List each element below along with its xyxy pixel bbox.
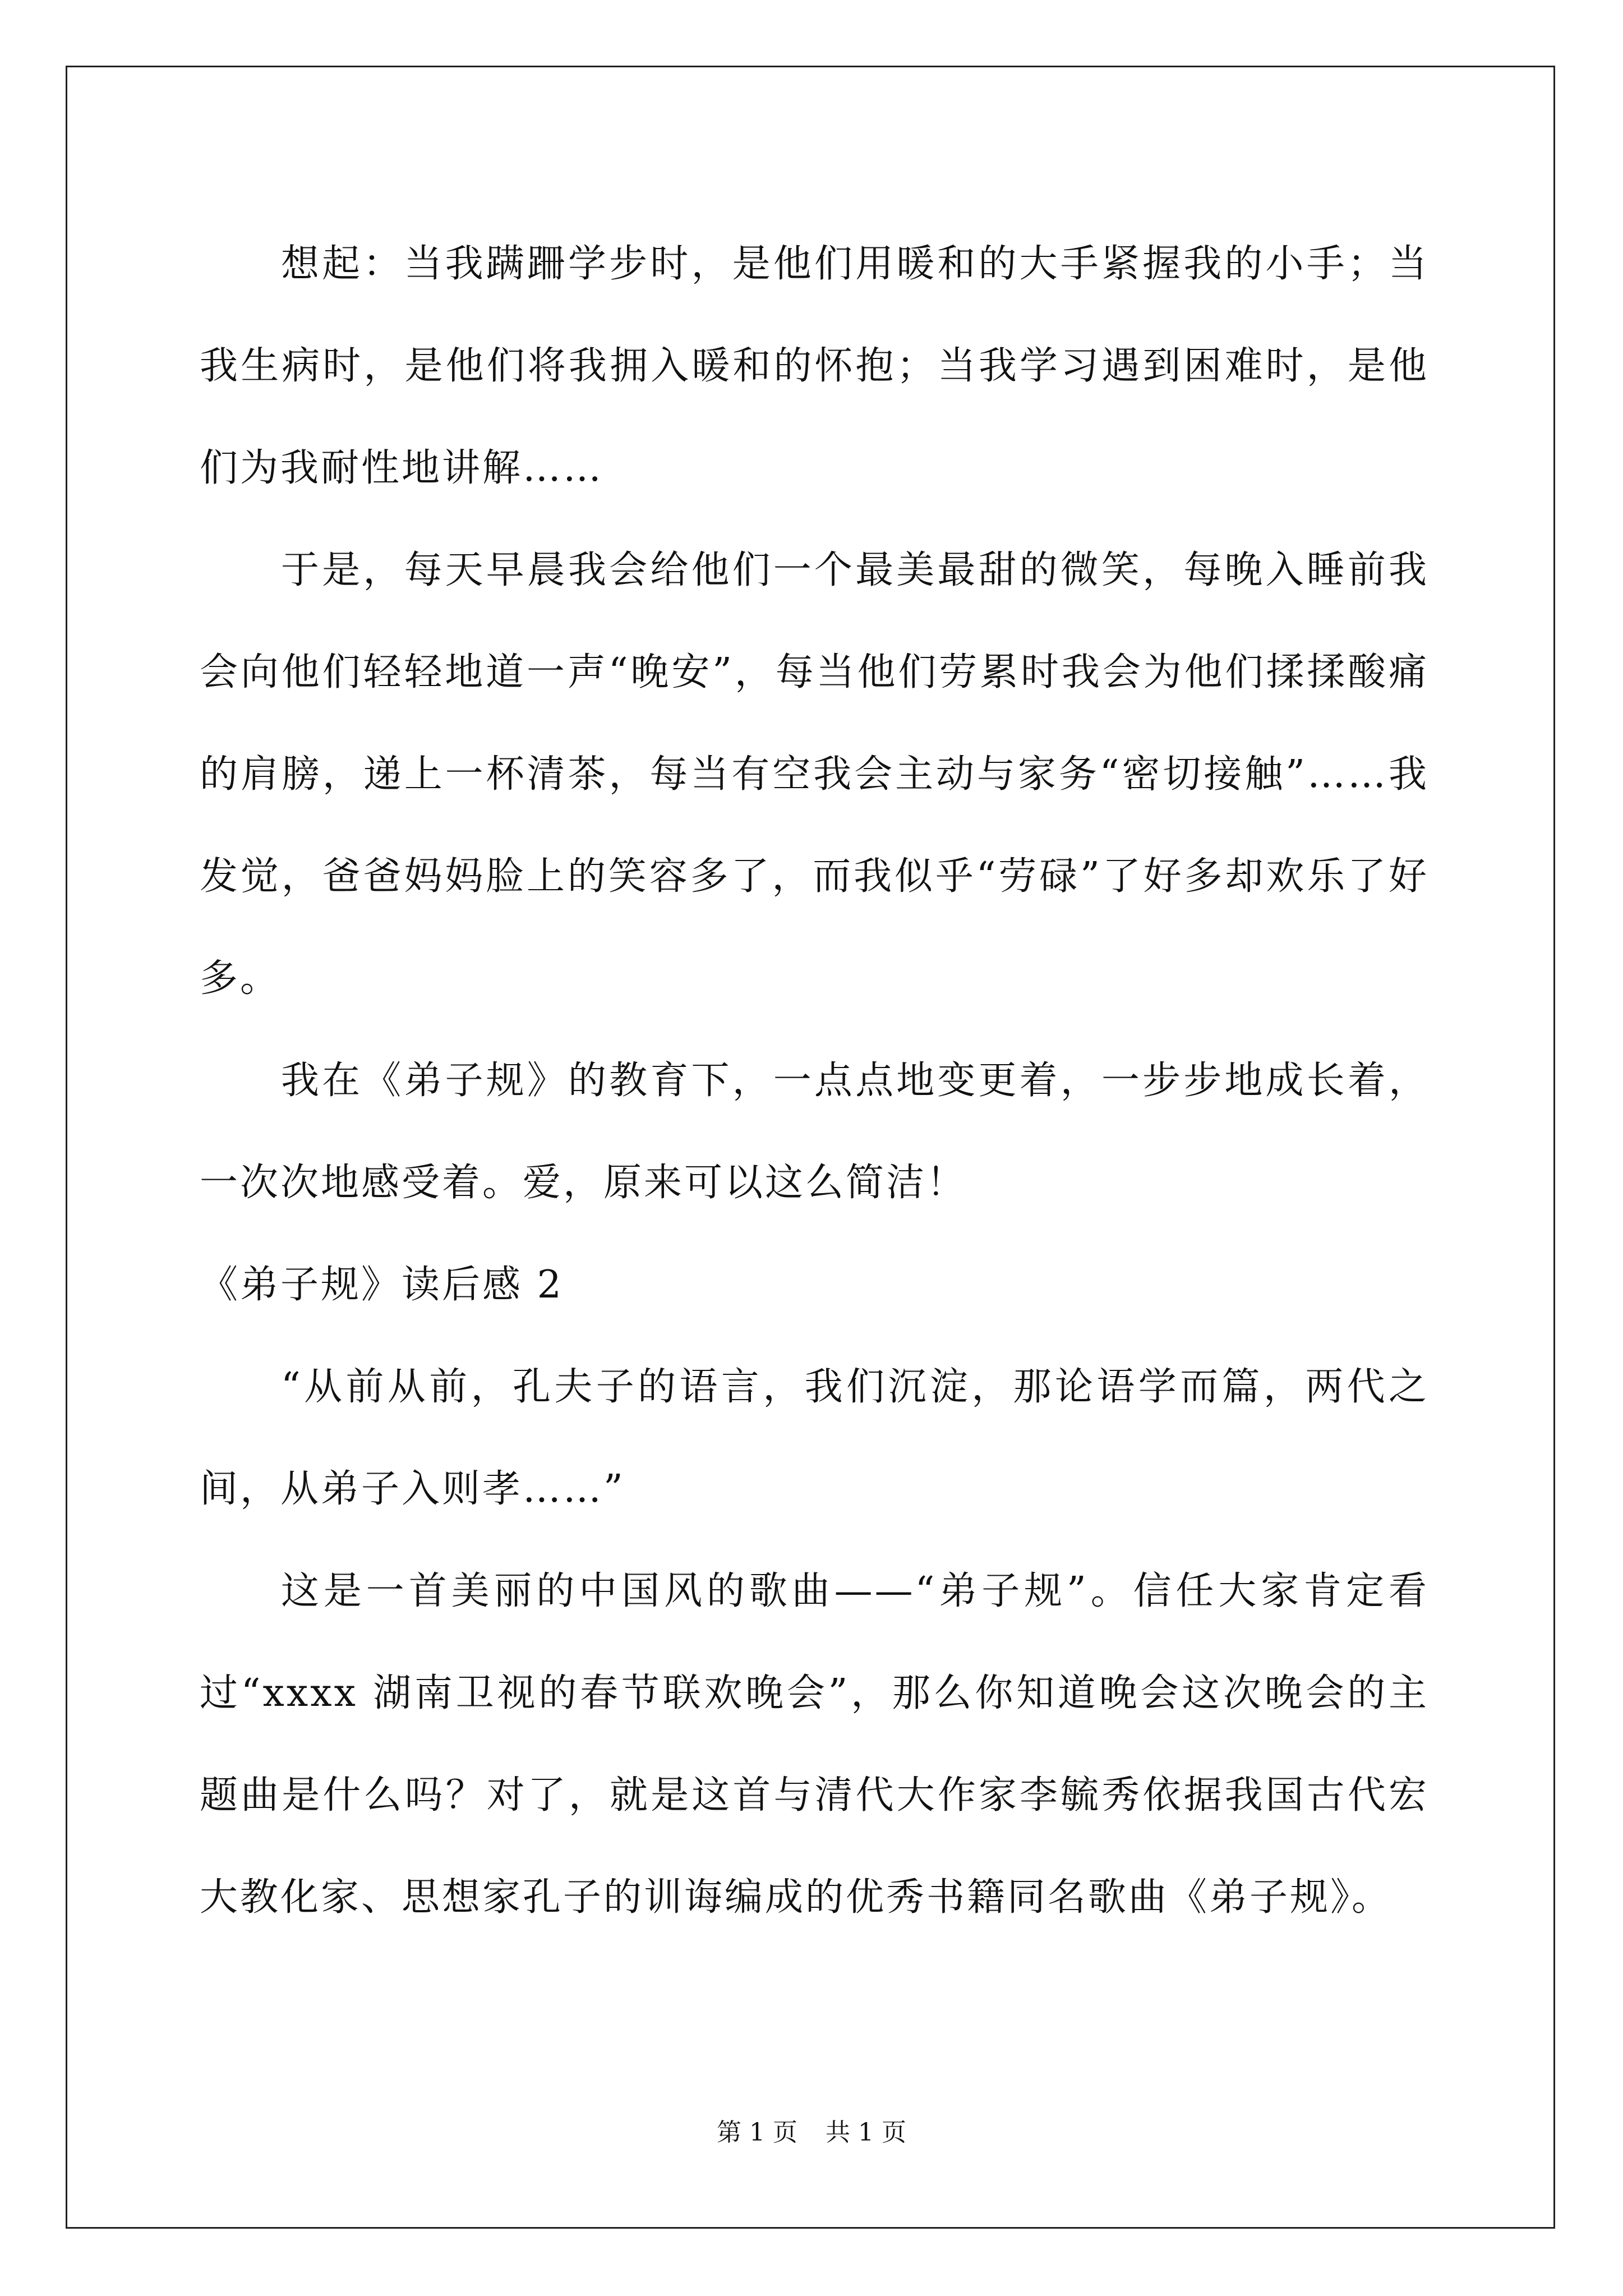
section-heading: 《弟子规》读后感 2 <box>200 1263 564 1307</box>
page-footer <box>0 2112 1623 2148</box>
paragraph-3: 我在《弟子规》的教育下，一点点地变更着，一步步地成长着，一次次地感受着。爱，原来可以这么简洁！ <box>200 1059 1429 1205</box>
page-total: 共 1 页 <box>826 2118 906 2147</box>
paragraph-2: 于是，每天早晨我会给他们一个最美最甜的微笑，每晚入睡前我会向他们轻轻地道一声“晚安”，每当他们劳累时我会为他们揉揉酸痛的肩膀，递上一杯清茶，每当有空我会主动与家务“密切接触”……我发觉，爸爸妈妈脸上的笑容多了，而我似乎“劳碌”了好多却欢乐了好多。 <box>200 548 1429 1001</box>
document-body <box>200 213 1429 1949</box>
paragraph-5: 这是一首美丽的中国风的歌曲——“弟子规”。信任大家肯定看过“xxxx 湖南卫视的春节联欢晚会”，那么你知道晚会这次晚会的主题曲是什么吗？对了，就是这首与清代大作家李毓秀依据我国古代宏大教化家、思想家孔子的训诲编成的优秀书籍同名歌曲《弟子规》。 <box>200 1569 1429 1920</box>
page-number: 第 1 页 <box>717 2118 797 2147</box>
paragraph-4: “从前从前，孔夫子的语言，我们沉淀，那论语学而篇，两代之间，从弟子入则孝……” <box>200 1365 1429 1511</box>
paragraph-1: 想起：当我蹒跚学步时，是他们用暖和的大手紧握我的小手；当我生病时，是他们将我拥入暖和的怀抱；当我学习遇到困难时，是他们为我耐性地讲解…… <box>200 242 1429 490</box>
